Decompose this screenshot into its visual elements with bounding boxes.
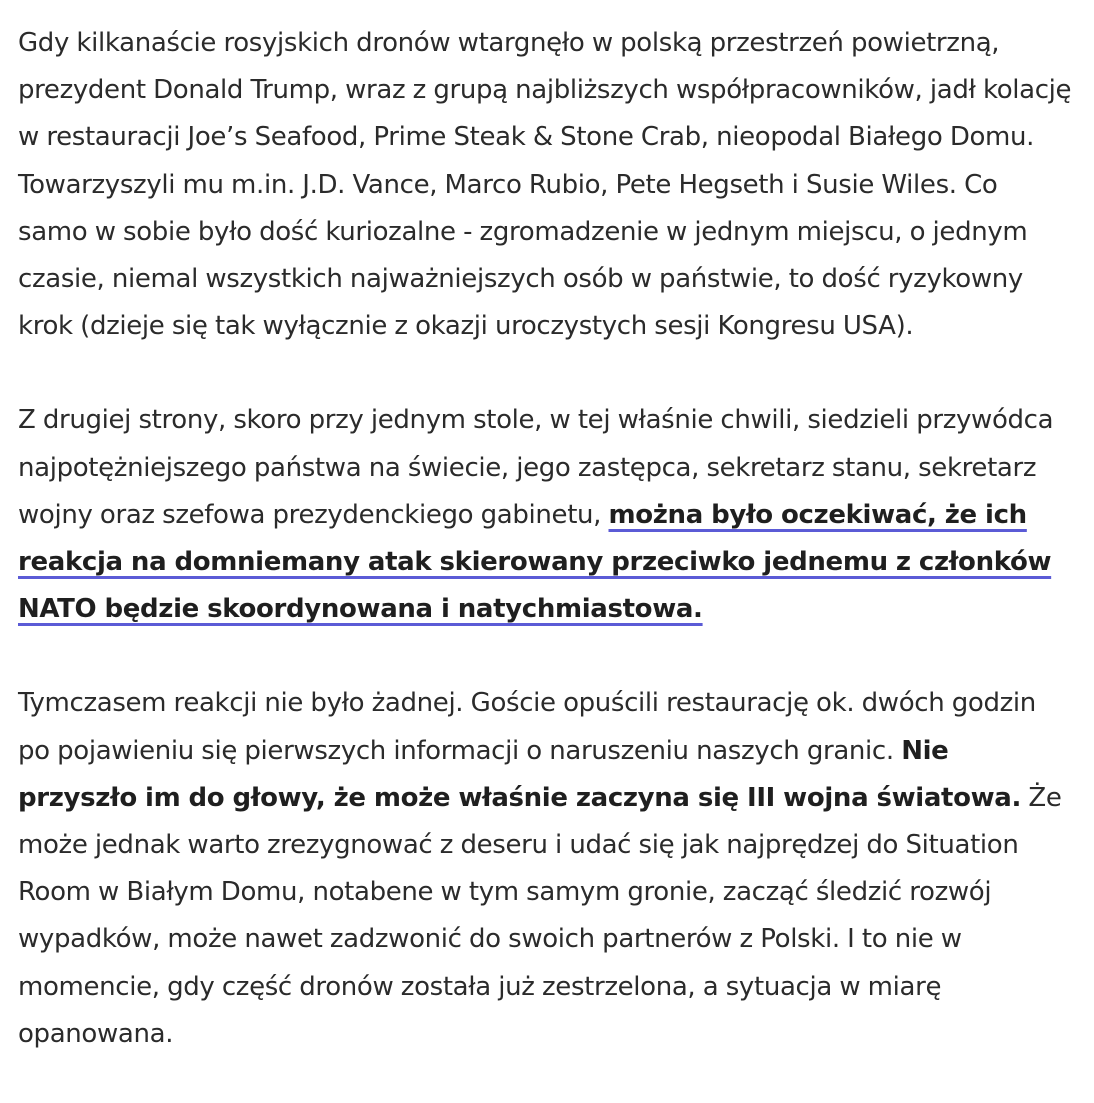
paragraph-1 — [18, 20, 1072, 350]
paragraph-3 — [18, 680, 1072, 1058]
paragraph-3-text-start: Tymczasem reakcji nie było żadnej. Goście opuścili restaurację ok. dwóch godzin po pojawieniu się pierwszych informacji o naruszeniu naszych granic. — [18, 688, 1036, 766]
paragraph-3-bold-text: Nie przyszło im do głowy, że może właśnie zaczyna się III wojna światowa. — [18, 735, 1022, 813]
paragraph-3-text-end: Że może jednak warto zrezygnować z deseru i udać się jak najprędzej do Situation Room w Białym Domu, notabene w tym samym gronie, zacząć śledzić rozwój wypadków, może nawet zadzwonić do swoich partnerów z Polski. I to nie w momencie, gdy część dronów została już zestrzelona, a sytuacja w miarę opanowana. — [18, 782, 1062, 1049]
paragraph-2 — [18, 397, 1072, 633]
paragraph-2-text: Z drugiej strony, skoro przy jednym stole, w tej właśnie chwili, siedzieli przywódca najpotężniejszego państwa na świecie, jego zastępca, sekretarz stanu, sekretarz wojny oraz szefowa prezydenckiego gabinetu, — [18, 405, 1054, 530]
paragraph-1-text: Gdy kilkanaście rosyjskich dronów wtargnęło w polską przestrzeń powietrzną, prezydent Donald Trump, wraz z grupą najbliższych współpracowników, jadł kolację w restauracji Joe’s Seafood, Prime Steak & Stone Crab, nieopodal Białego Domu. Towarzyszyli mu m.in. J.D. Vance, Marco Rubio, Pete Hegseth i Susie Wiles. Co samo w sobie było dość kuriozalne - zgromadzenie w jednym miejscu, o jednym czasie, niemal wszystkich najważniejszych osób w państwie, to dość ryzykowny krok (dzieje się tak wyłącznie z okazji uroczystych sesji Kongresu USA). — [18, 28, 1072, 342]
article-link[interactable]: można było oczekiwać, że ich reakcja na domniemany atak skierowany przeciwko jednemu z członków NATO będzie skoordynowana i natychmiastowa. — [18, 499, 1052, 625]
